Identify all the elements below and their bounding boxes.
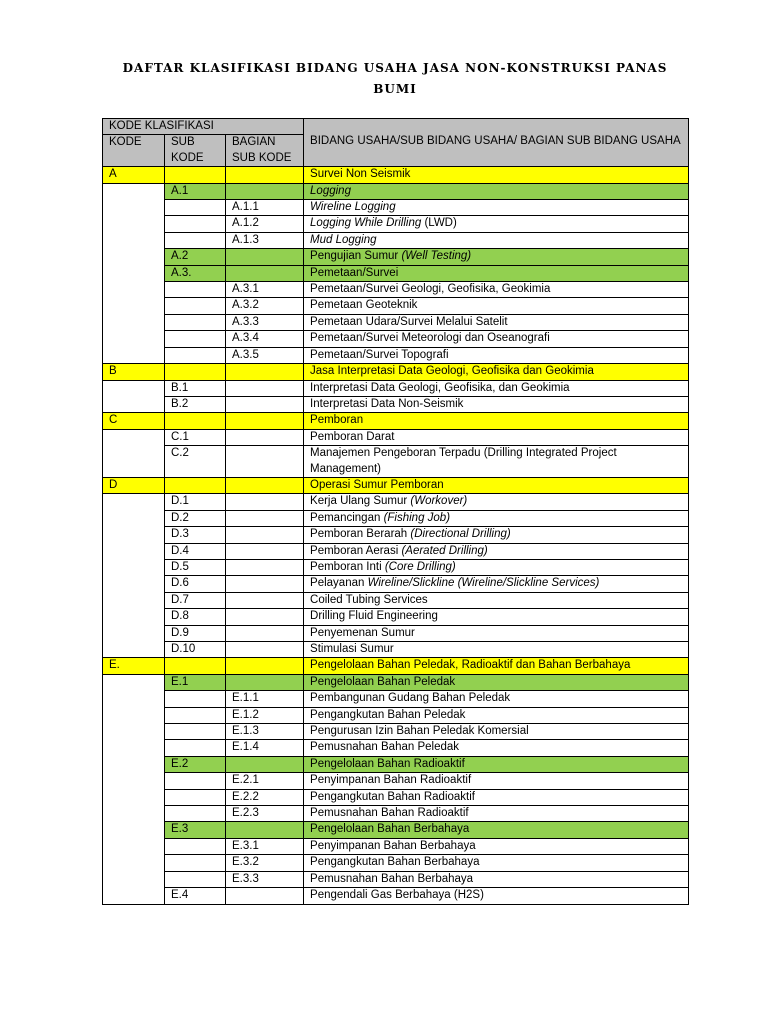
description-text: Survei Non Seismik [310,168,411,181]
bidang-usaha-cell [304,773,689,789]
sub-kode-cell: D.9 [165,625,226,641]
sub-kode-cell [165,658,226,674]
table-row [103,642,689,658]
table-row [103,707,689,723]
table-row [103,380,689,396]
bidang-usaha-cell [304,265,689,281]
description-text: Kerja Ulang Sumur [310,495,411,508]
sub-kode-cell [165,347,226,363]
bidang-usaha-cell [304,838,689,854]
bagian-sub-kode-cell [226,364,304,380]
description-text: Pengelolaan Bahan Peledak [310,675,456,688]
sub-kode-cell [165,691,226,707]
table-row [103,282,689,298]
sub-kode-cell [165,477,226,493]
description-text: Mud Logging [310,233,377,246]
header-sub-kode: SUB KODE [165,135,226,167]
sub-kode-cell [165,331,226,347]
sub-kode-cell: B.1 [165,380,226,396]
kode-group-cell [103,183,165,363]
bidang-usaha-cell [304,855,689,871]
table-row [103,806,689,822]
bagian-sub-kode-cell [226,756,304,772]
bagian-sub-kode-cell [226,510,304,526]
description-text: (Workover) [410,495,468,508]
classification-table [102,118,689,905]
description-text: (LWD) [421,217,457,230]
description-text: Interpretasi Data Geologi, Geofisika, dan Geokimia [310,381,570,394]
kode-cell: A [103,167,165,183]
table-row [103,838,689,854]
table-row [103,249,689,265]
sub-kode-cell: A.3. [165,265,226,281]
description-text: Pengelolaan Bahan Peledak, Radioaktif dan Bahan Berbahaya [310,659,631,672]
bidang-usaha-cell [304,232,689,248]
table-row [103,527,689,543]
table-row [103,446,689,478]
sub-kode-cell [165,806,226,822]
description-text: Wireline/Slickline (Wireline/Slickline Services) [367,577,600,590]
sub-kode-cell [165,838,226,854]
description-text: Pengelolaan Bahan Radioaktif [310,757,465,770]
kode-group-cell [103,380,165,413]
description-text: Pemboran Darat [310,430,395,443]
header-row-1 [103,119,689,135]
header-kode-klasifikasi: KODE KLASIFIKASI [103,119,304,135]
bagian-sub-kode-cell: E.1.2 [226,707,304,723]
bidang-usaha-cell [304,592,689,608]
table-row [103,691,689,707]
header-bagian-sub-kode: BAGIAN SUB KODE [226,135,304,167]
bidang-usaha-cell [304,446,689,478]
sub-kode-cell: A.1 [165,183,226,199]
description-text: Penyimpanan Bahan Berbahaya [310,839,476,852]
bagian-sub-kode-cell: A.1.3 [226,232,304,248]
description-text: (Well Testing) [401,250,472,263]
bagian-sub-kode-cell [226,642,304,658]
bidang-usaha-cell [304,789,689,805]
description-text: Pengurusan Izin Bahan Peledak Komersial [310,725,529,738]
sub-kode-cell [165,413,226,429]
bidang-usaha-cell [304,167,689,183]
sub-kode-cell [165,216,226,232]
bagian-sub-kode-cell: A.1.1 [226,200,304,216]
table-row [103,396,689,412]
bidang-usaha-cell [304,477,689,493]
kode-cell: C [103,413,165,429]
bidang-usaha-cell [304,364,689,380]
table-row [103,314,689,330]
bagian-sub-kode-cell [226,494,304,510]
sub-kode-cell: D.1 [165,494,226,510]
document-title [102,58,688,100]
bidang-usaha-cell [304,347,689,363]
sub-kode-cell [165,200,226,216]
table-row [103,756,689,772]
description-text: Operasi Sumur Pemboran [310,478,444,491]
bagian-sub-kode-cell [226,167,304,183]
bidang-usaha-cell [304,494,689,510]
sub-kode-cell [165,773,226,789]
table-row [103,364,689,380]
table-row [103,543,689,559]
description-text: Pemusnahan Bahan Radioaktif [310,807,469,820]
kode-cell: B [103,364,165,380]
description-text: Pengelolaan Bahan Berbahaya [310,823,470,836]
bagian-sub-kode-cell: E.2.3 [226,806,304,822]
sub-kode-cell [165,855,226,871]
description-text: Pengangkutan Bahan Peledak [310,708,466,721]
kode-group-cell [103,494,165,658]
header-kode: KODE [103,135,165,167]
bagian-sub-kode-cell [226,625,304,641]
description-text: Pemboran Berarah [310,528,411,541]
bagian-sub-kode-cell [226,396,304,412]
bidang-usaha-cell [304,183,689,199]
sub-kode-cell [165,724,226,740]
sub-kode-cell: E.2 [165,756,226,772]
bidang-usaha-cell [304,282,689,298]
bagian-sub-kode-cell [226,576,304,592]
bagian-sub-kode-cell: A.3.2 [226,298,304,314]
description-text: Drilling Fluid Engineering [310,610,438,623]
bidang-usaha-cell [304,314,689,330]
description-text: Pelayanan [310,577,368,590]
sub-kode-cell [165,871,226,887]
sub-kode-cell: B.2 [165,396,226,412]
sub-kode-cell [165,364,226,380]
description-text: (Core Drilling) [384,560,456,573]
bagian-sub-kode-cell [226,527,304,543]
table-row [103,494,689,510]
sub-kode-cell [165,298,226,314]
bagian-sub-kode-cell [226,592,304,608]
bagian-sub-kode-cell: A.1.2 [226,216,304,232]
description-text: Pemancingan [310,511,384,524]
table-row [103,477,689,493]
bagian-sub-kode-cell: A.3.4 [226,331,304,347]
bagian-sub-kode-cell [226,413,304,429]
description-text: Pemetaan/Survei Geologi, Geofisika, Geokimia [310,283,551,296]
description-text: Logging [310,184,351,197]
bagian-sub-kode-cell: E.3.1 [226,838,304,854]
description-text: Pemusnahan Bahan Berbahaya [310,872,474,885]
bagian-sub-kode-cell [226,609,304,625]
table-row [103,773,689,789]
table-row [103,331,689,347]
sub-kode-cell: D.7 [165,592,226,608]
bagian-sub-kode-cell: A.3.5 [226,347,304,363]
bidang-usaha-cell [304,625,689,641]
table-body [103,167,689,904]
bidang-usaha-cell [304,707,689,723]
sub-kode-cell [165,232,226,248]
bagian-sub-kode-cell [226,446,304,478]
table-row [103,298,689,314]
sub-kode-cell: D.8 [165,609,226,625]
bidang-usaha-cell [304,429,689,445]
table-row [103,822,689,838]
bidang-usaha-cell [304,249,689,265]
table-row [103,592,689,608]
bidang-usaha-cell [304,822,689,838]
bidang-usaha-cell [304,543,689,559]
bagian-sub-kode-cell [226,559,304,575]
description-text: Penyimpanan Bahan Radioaktif [310,774,472,787]
description-text: Logging While Drilling [310,217,422,230]
bidang-usaha-cell [304,527,689,543]
table-row [103,347,689,363]
bagian-sub-kode-cell: E.3.2 [226,855,304,871]
bidang-usaha-cell [304,691,689,707]
bagian-sub-kode-cell [226,543,304,559]
kode-cell: E. [103,658,165,674]
description-text: Pemboran Inti [310,560,385,573]
description-text: Pemetaan Geoteknik [310,299,418,312]
bidang-usaha-cell [304,724,689,740]
table-row [103,674,689,690]
bagian-sub-kode-cell [226,249,304,265]
table-row [103,658,689,674]
description-text: Stimulasi Sumur [310,643,394,655]
title-line-2: BUMI [373,82,417,96]
description-text: Pemetaan/Survei Topografi [310,348,449,361]
table-row [103,510,689,526]
table-row [103,855,689,871]
description-text: (Fishing Job) [383,511,451,524]
sub-kode-cell: D.4 [165,543,226,559]
table-row [103,413,689,429]
table-row [103,871,689,887]
sub-kode-cell: C.2 [165,446,226,478]
sub-kode-cell: D.2 [165,510,226,526]
sub-kode-cell: D.3 [165,527,226,543]
table-row [103,724,689,740]
description-text: Pengendali Gas Berbahaya (H2S) [310,889,484,902]
bagian-sub-kode-cell [226,822,304,838]
table-row [103,625,689,641]
bidang-usaha-cell [304,642,689,658]
bidang-usaha-cell [304,756,689,772]
description-text: Coiled Tubing Services [310,593,428,606]
bagian-sub-kode-cell: A.3.1 [226,282,304,298]
bidang-usaha-cell [304,740,689,756]
bidang-usaha-cell [304,871,689,887]
table-row [103,888,689,904]
bidang-usaha-cell [304,298,689,314]
bidang-usaha-cell [304,658,689,674]
description-text: Pembangunan Gudang Bahan Peledak [310,692,511,705]
table-row [103,559,689,575]
sub-kode-cell: D.5 [165,559,226,575]
table-row [103,183,689,199]
table-row [103,740,689,756]
description-text: Pengangkutan Bahan Berbahaya [310,856,480,869]
bagian-sub-kode-cell [226,477,304,493]
description-text: Pemusnahan Bahan Peledak [310,741,460,754]
description-text: Pemetaan/Survei [310,266,399,279]
sub-kode-cell [165,740,226,756]
bidang-usaha-cell [304,413,689,429]
sub-kode-cell: C.1 [165,429,226,445]
sub-kode-cell: A.2 [165,249,226,265]
description-text: Pemetaan/Survei Meteorologi dan Oseanografi [310,332,550,345]
description-text: Pemetaan Udara/Survei Melalui Satelit [310,315,508,328]
description-text: Interpretasi Data Non-Seismik [310,397,464,410]
table-row [103,216,689,232]
bagian-sub-kode-cell [226,183,304,199]
table-row [103,429,689,445]
bidang-usaha-cell [304,510,689,526]
bagian-sub-kode-cell [226,888,304,904]
kode-group-cell [103,429,165,477]
sub-kode-cell: E.3 [165,822,226,838]
bidang-usaha-cell [304,609,689,625]
bidang-usaha-cell [304,331,689,347]
sub-kode-cell: D.6 [165,576,226,592]
sub-kode-cell: E.4 [165,888,226,904]
sub-kode-cell [165,282,226,298]
kode-group-cell [103,674,165,904]
bidang-usaha-cell [304,888,689,904]
table-row [103,200,689,216]
bagian-sub-kode-cell: E.1.3 [226,724,304,740]
bagian-sub-kode-cell [226,429,304,445]
title-line-1: DAFTAR KLASIFIKASI BIDANG USAHA JASA NON-KONSTRUKSI PANAS [122,61,668,75]
bagian-sub-kode-cell [226,658,304,674]
table-row [103,789,689,805]
description-text: (Aerated Drilling) [401,544,488,557]
bagian-sub-kode-cell: E.1.4 [226,740,304,756]
bagian-sub-kode-cell: E.2.1 [226,773,304,789]
table-row [103,232,689,248]
bidang-usaha-cell [304,559,689,575]
header-bidang-usaha: BIDANG USAHA/SUB BIDANG USAHA/ BAGIAN SUB BIDANG USAHA [304,119,689,167]
description-text: Pengangkutan Bahan Radioaktif [310,790,475,803]
bidang-usaha-cell [304,806,689,822]
bidang-usaha-cell [304,216,689,232]
sub-kode-cell [165,707,226,723]
description-text: Manajemen Pengeboran Terpadu (Drilling Integrated Project Management) [310,447,617,475]
bidang-usaha-cell [304,576,689,592]
bidang-usaha-cell [304,380,689,396]
description-text: Pengujian Sumur [310,250,402,263]
bidang-usaha-cell [304,200,689,216]
bagian-sub-kode-cell: E.3.3 [226,871,304,887]
bagian-sub-kode-cell: A.3.3 [226,314,304,330]
bagian-sub-kode-cell [226,674,304,690]
sub-kode-cell [165,167,226,183]
bagian-sub-kode-cell: E.2.2 [226,789,304,805]
sub-kode-cell [165,789,226,805]
bidang-usaha-cell [304,396,689,412]
bidang-usaha-cell [304,674,689,690]
kode-cell: D [103,477,165,493]
description-text: Jasa Interpretasi Data Geologi, Geofisika dan Geokimia [310,365,594,378]
bagian-sub-kode-cell [226,265,304,281]
sub-kode-cell [165,314,226,330]
bagian-sub-kode-cell: E.1.1 [226,691,304,707]
sub-kode-cell: E.1 [165,674,226,690]
description-text: Pemboran Aerasi [310,544,402,557]
table-row [103,609,689,625]
table-row [103,167,689,183]
description-text: Wireline Logging [310,201,396,214]
table-row [103,576,689,592]
description-text: (Directional Drilling) [410,528,511,541]
table-row [103,265,689,281]
description-text: Penyemenan Sumur [310,626,415,639]
bagian-sub-kode-cell [226,380,304,396]
description-text: Pemboran [310,414,364,427]
sub-kode-cell: D.10 [165,642,226,658]
